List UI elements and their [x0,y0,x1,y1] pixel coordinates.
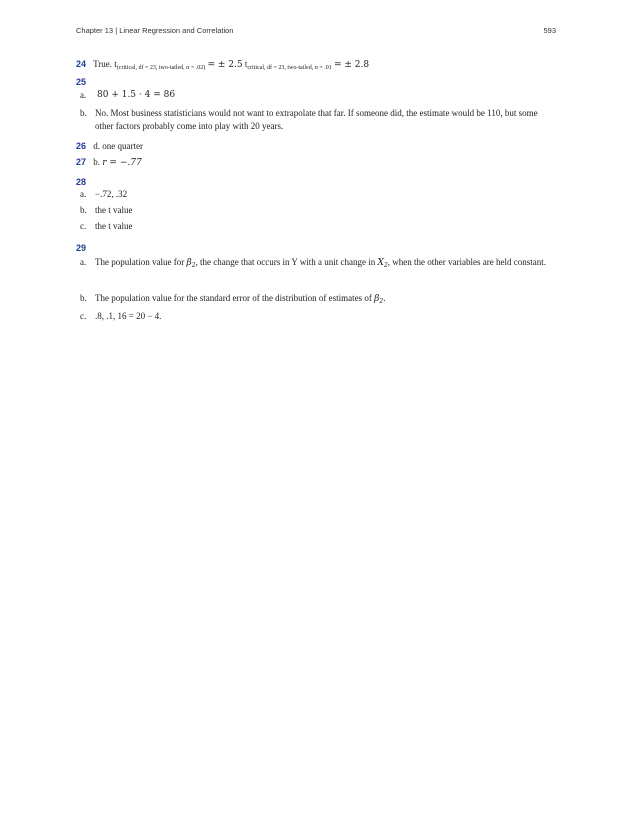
text-segment: , the change that occurs in Y with a unit change in [195,257,376,267]
answer-26 [76,140,558,153]
item-label: b. [80,205,87,215]
beta-symbol [186,258,195,268]
answer-text: d. one quarter [93,141,143,151]
item-label: a. [80,189,87,199]
t-subscript: critical, df = 23, two-tailed, α = .01 [247,65,332,71]
answer-label: b. [93,157,101,167]
question-number: 27 [76,157,87,167]
item-text: .8, .1, 16 = 20 − 4. [95,311,162,321]
chapter-title: Chapter 13 | Linear Regression and Correlation [76,26,234,35]
beta-letter: β [186,258,192,268]
text-segment: . [383,293,386,303]
item-text: −.72, .32 [95,189,128,199]
answer-25 [76,76,558,89]
x-letter: X [377,258,384,268]
t-symbol: t [114,59,117,69]
item-text: 80 + 1.5 · 4 = 86 [97,90,176,100]
item-label: a. [80,90,87,100]
t-subscript: (critical, df = 23, two-tailed, α = .02) [116,65,206,71]
t-symbol: t [244,59,248,69]
item-text: the t value [95,221,133,231]
beta-subscript: 2 [191,262,196,269]
t-value: = ± 2.8 [333,60,370,70]
text-segment: , when the other variables are held constant. [387,257,546,267]
t-value: = ± 2.5 [207,60,243,70]
item-label: c. [80,311,87,321]
answer-text: r = −.77 [102,158,142,168]
answer-27 [76,156,558,170]
question-number: 29 [76,243,87,253]
question-number: 24 [76,59,87,69]
item-label: b. [80,108,87,118]
item-text: the t value [95,205,133,215]
item-label: b. [80,293,87,303]
x-subscript: 2 [383,262,388,269]
beta-subscript: 2 [379,298,384,305]
item-label: a. [80,257,87,267]
answer-lead: True. [93,59,113,69]
beta-letter: β [374,294,380,304]
answer-24 [76,58,558,75]
question-number: 25 [76,77,87,87]
text-segment: The population value for the standard error of the distribution of estimates of [95,293,372,303]
question-number: 28 [76,177,87,187]
item-label: c. [80,221,87,231]
text-segment: The population value for [95,257,185,267]
item-text: No. Most business statisticians would not want to extrapolate that far. If someone did, the estimate would be 110, but some other factors probably come into play with 20 years. [95,108,538,131]
item-text [95,254,558,274]
item-text [95,290,558,310]
beta-symbol [374,293,386,305]
question-number: 26 [76,141,87,151]
page-number: 593 [543,26,556,35]
x-symbol [378,258,388,268]
